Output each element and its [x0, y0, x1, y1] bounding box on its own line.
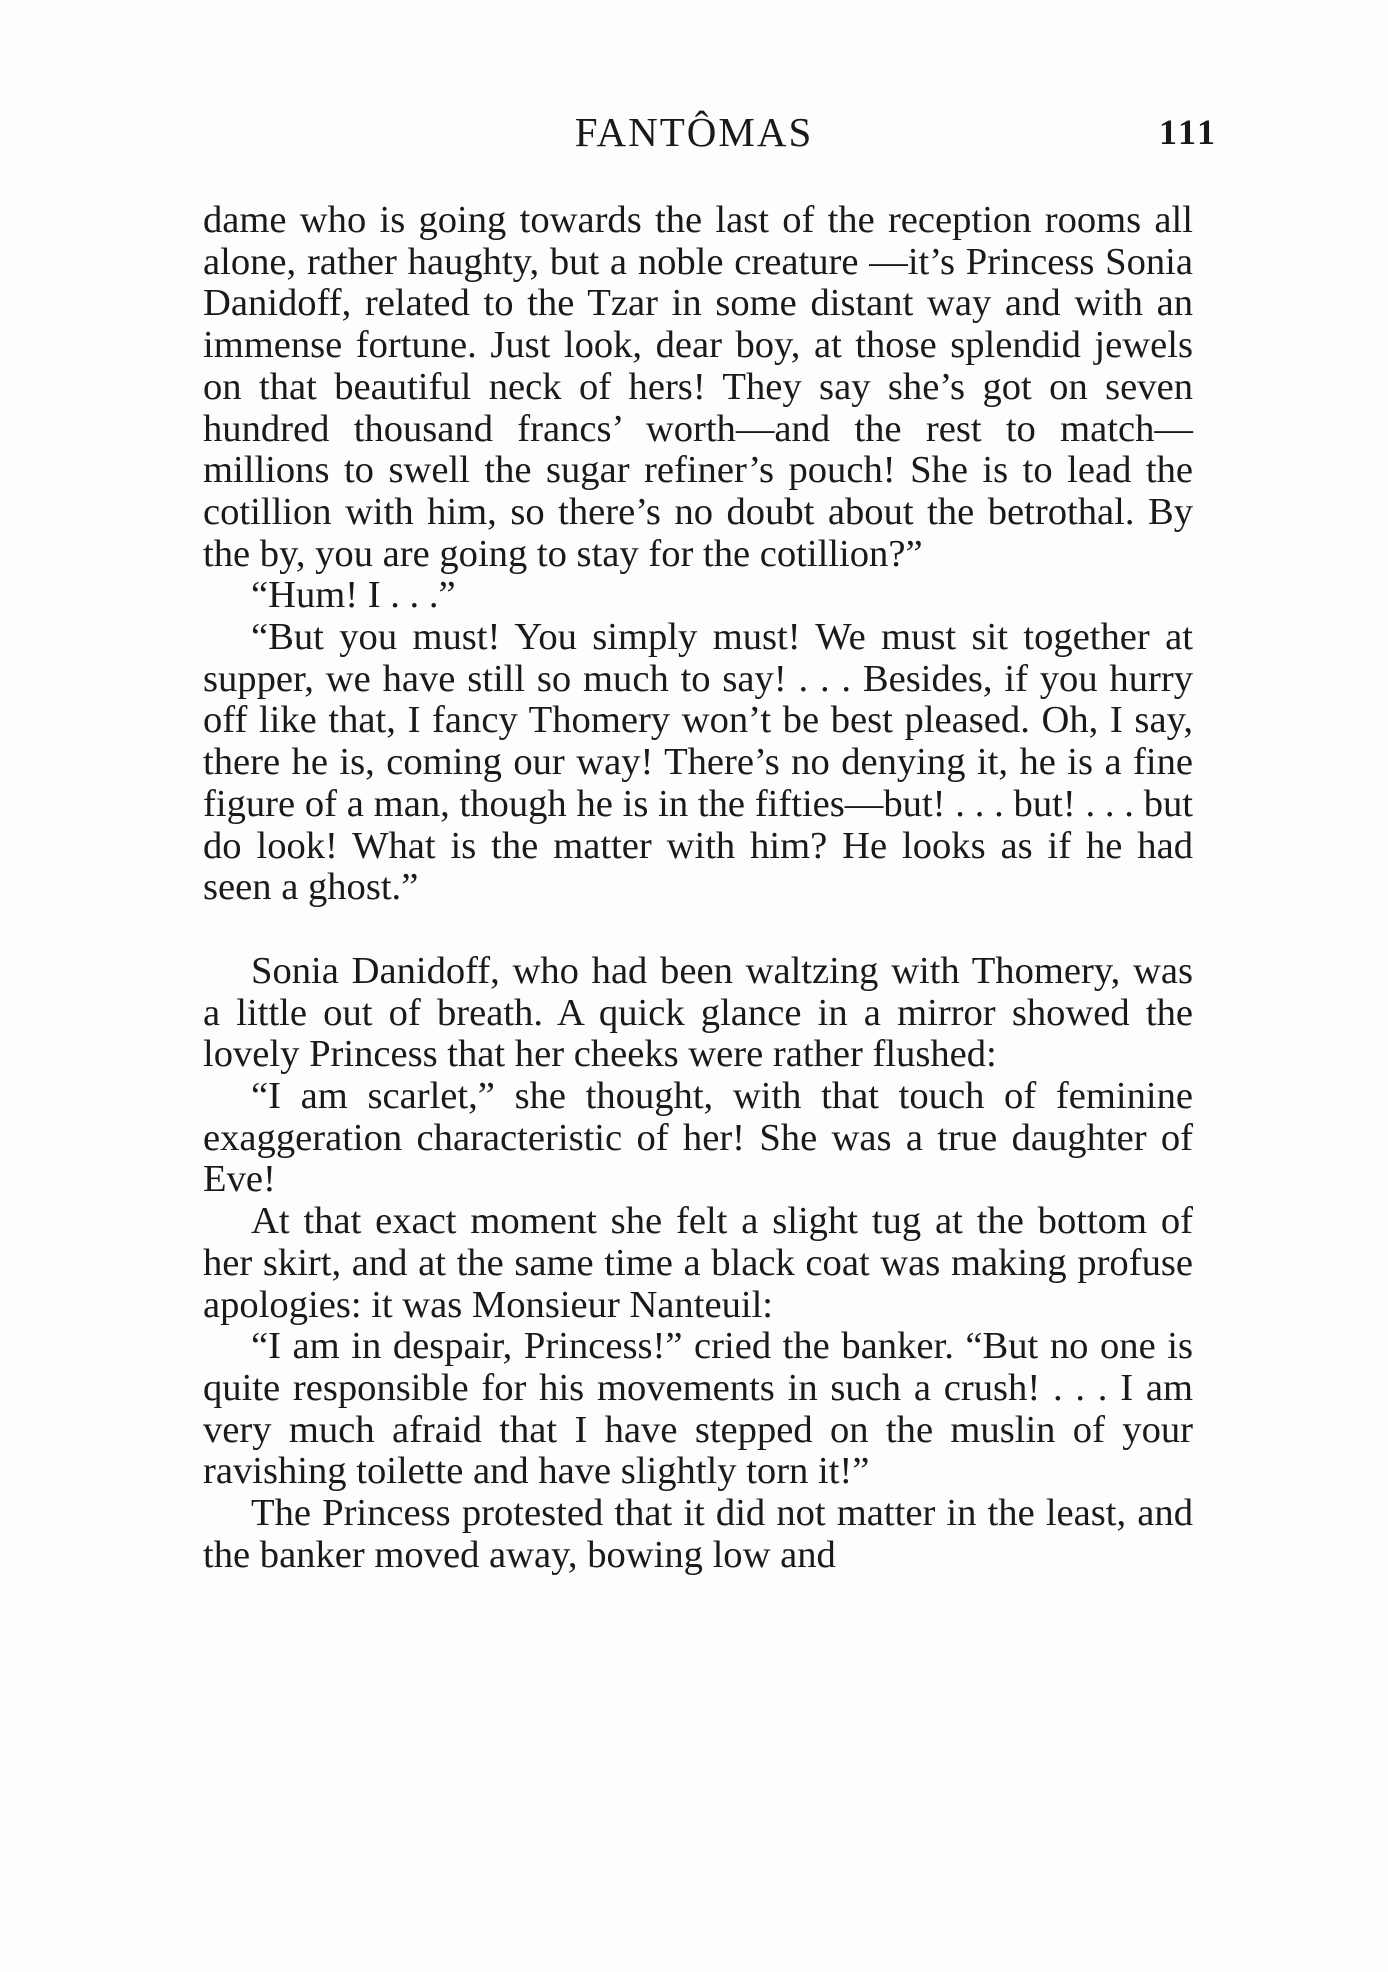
running-title: FANTÔMAS [574, 109, 814, 155]
paragraph: The Princess protested that it did not matter in the least, and the banker moved away, bowing low and [203, 1492, 1193, 1576]
running-head [0, 102, 1388, 162]
section-break [203, 909, 1193, 951]
body-text [203, 200, 1193, 1577]
paragraph: “Hum! I . . .” [251, 574, 456, 617]
paragraph: “I am in despair, Princess!” cried the banker. “But no one is quite responsible for his movements in such a crush! . . . I am very much afraid that I have stepped on the muslin of your ravishing toilette and have slightly torn it!” [203, 1325, 1193, 1493]
page-number: 111 [1158, 112, 1218, 152]
paragraph: At that exact moment she felt a slight tug at the bottom of her skirt, and at the same time a black coat was making profuse apologies: it was Monsieur Nanteuil: [203, 1200, 1193, 1326]
paragraph: “I am scarlet,” she thought, with that touch of feminine exaggeration characteristic of her! She was a true daughter of Eve! [203, 1075, 1193, 1201]
paragraph: “But you must! You simply must! We must sit together at supper, we have still so much to say! . . . Besides, if you hurry off like that, I fancy Thomery won’t be best pleased. Oh, I say, there he is, coming our way! There’s no denying it, he is a fine figure of a man, though he is in the fifties—but! . . . but! . . . but do look! What is the matter with him? He looks as if he had seen a ghost.” [203, 616, 1193, 909]
paragraph: Sonia Danidoff, who had been waltzing with Thomery, was a little out of breath. A quick glance in a mirror showed the lovely Princess that her cheeks were rather flushed: [203, 949, 1193, 1076]
paragraph: dame who is going towards the last of the reception rooms all alone, rather haughty, but a noble creature —it’s Princess Sonia Danidoff, related to the Tzar in some distant way and with an immense fortune. Just look, dear boy, at those splendid jewels on that beautiful neck of hers! They say she’s got on seven hundred thousand francs’ worth—and the rest to match—millions to swell the sugar refiner’s pouch! She is to lead the cotillion with him, so there’s no doubt about the betrothal. By the by, you are going to stay for the cotillion?” [203, 199, 1193, 575]
